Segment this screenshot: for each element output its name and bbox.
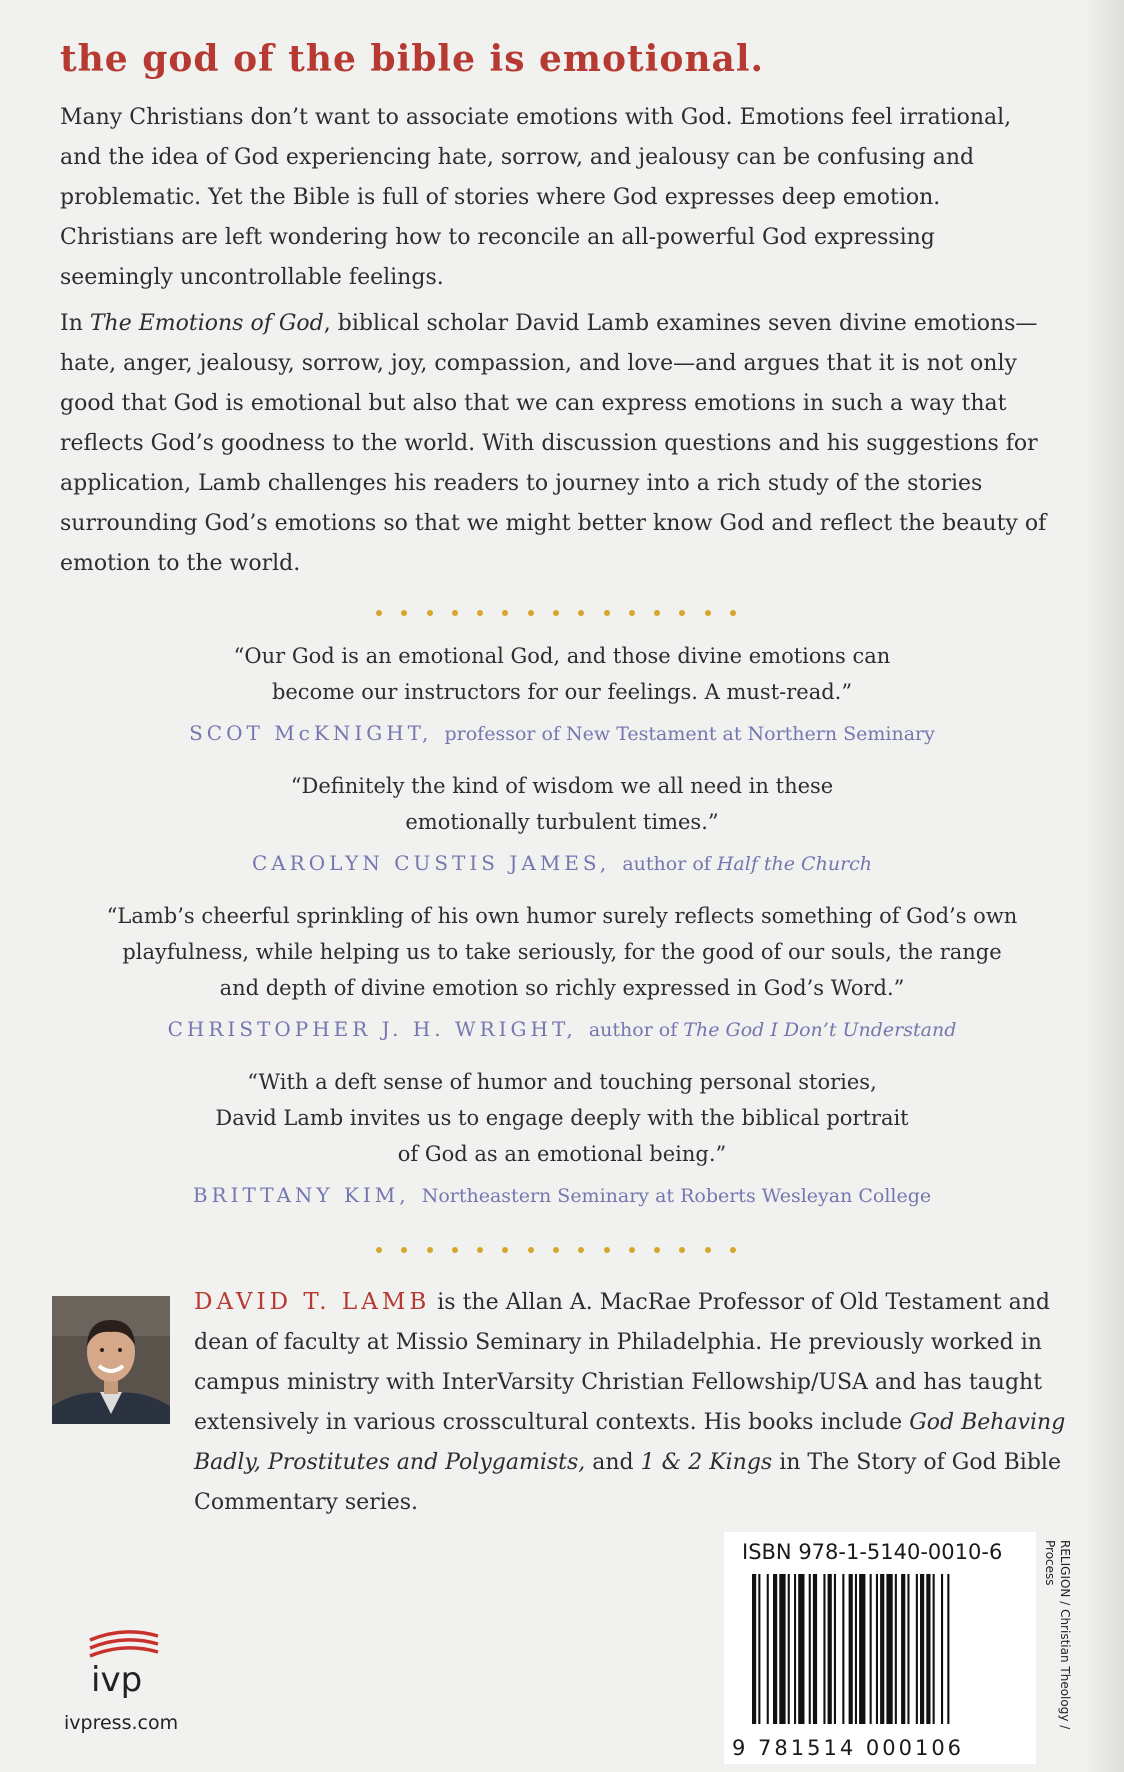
- endorsement-quote-line: playfulness, while helping us to take seriously, for the good of our souls, the range: [122, 940, 1002, 964]
- endorsement-attribution: [60, 718, 1064, 749]
- endorsement: [60, 1064, 1064, 1211]
- endorsement-quote-line: of God as an emotional being.”: [397, 1142, 727, 1166]
- endorsement-quote-line: and depth of divine emotion so richly expressed in God’s Word.”: [219, 976, 905, 1000]
- endorser-name: CHRISTOPHER J. H. WRIGHT,: [167, 1017, 577, 1041]
- category-label: [1040, 1540, 1080, 1750]
- endorser-book: Half the Church: [716, 853, 873, 875]
- endorser-role: Northeastern Seminary at Roberts Wesleyan College: [421, 1185, 932, 1207]
- blurb-paragraph-1: [60, 98, 1050, 298]
- endorser-role: professor of New Testament at Northern Seminary: [444, 723, 935, 745]
- endorsement-quote-line: emotionally turbulent times.”: [405, 810, 719, 834]
- endorser-name: CAROLYN CUSTIS JAMES,: [251, 851, 611, 875]
- dot-divider-top: [376, 610, 736, 616]
- endorsement-quote-line: “Our God is an emotional God, and those divine emotions can: [233, 644, 891, 668]
- endorsement-quote-line: David Lamb invites us to engage deeply with the biblical portrait: [215, 1106, 909, 1130]
- endorser-book: The God I Don’t Understand: [683, 1019, 957, 1041]
- endorsement-quote-line: “With a deft sense of humor and touching personal stories,: [247, 1070, 877, 1094]
- bio-text-1: is the Allan A. MacRae Professor of Old Testament and dean of faculty at Missio Seminary in Philadelphia. He previously worked in campus ministry with InterVarsity Christian Fellowship/USA and has taught extensively in various crosscultural contexts. His books include: [194, 1290, 1050, 1435]
- barcode-icon: [752, 1574, 1008, 1730]
- book-title: The Emotions of God: [89, 311, 324, 336]
- bio-text-2: and: [585, 1450, 641, 1475]
- blurb-prefix: In: [60, 311, 90, 336]
- dot-divider-bottom: [376, 1247, 736, 1253]
- bio-kings: 1 & 2 Kings: [640, 1450, 773, 1475]
- author-portrait-icon: [52, 1296, 170, 1424]
- blurb-text-1: Many Christians don’t want to associate emotions with God. Emotions feel irrational, and the idea of God experiencing hate, sorrow, and jealousy can be confusing and problematic. Yet the Bible is full of stories where God expresses deep emotion. Christians are left wondering how to reconcile an all-powerful God expressing seemingly uncontrollable feelings.: [60, 105, 1012, 290]
- endorsement-attribution: [60, 1180, 1064, 1211]
- endorsement: [60, 898, 1064, 1045]
- bio-text-3: in The Story of God Bible Commentary series.: [194, 1450, 1061, 1515]
- author-photo: [52, 1296, 170, 1424]
- barcode-number: 9 781514 000106: [732, 1736, 965, 1760]
- author-bio: [194, 1282, 1074, 1523]
- category-text: RELIGION / Christian Theology / Process: [1043, 1540, 1072, 1730]
- blurb-text-2: [60, 304, 1050, 584]
- endorsement-attribution: [60, 1014, 1064, 1045]
- endorser-role: author of: [588, 1019, 684, 1041]
- spine-shadow: [1084, 0, 1124, 1772]
- ivp-logo-text: ivp: [91, 1660, 143, 1700]
- endorsement: [60, 638, 1064, 749]
- endorsement-quote-line: “Lamb’s cheerful sprinkling of his own humor surely reflects something of God’s own: [106, 904, 1018, 928]
- blurb-paragraph-2: [60, 304, 1050, 584]
- endorser-name: SCOT McKNIGHT,: [189, 721, 433, 745]
- author-name: DAVID T. LAMB: [194, 1289, 431, 1315]
- endorsement-quote-line: become our instructors for our feelings. A must-read.”: [271, 680, 853, 704]
- isbn-label: ISBN 978-1-5140-0010-6: [742, 1540, 1003, 1564]
- endorser-name: BRITTANY KIM,: [192, 1183, 410, 1207]
- endorsement-quote-line: “Definitely the kind of wisdom we all need in these: [290, 774, 834, 798]
- blurb-rest: , biblical scholar David Lamb examines seven divine emotions—hate, anger, jealousy, sorrow, joy, compassion, and love—and argues that it is not only good that God is emotional but also that we can express emotions in such a way that reflects God’s goodness to the world. With discussion questions and his suggestions for application, Lamb challenges his readers to journey into a rich study of the stories surrounding God’s emotions so that we might better know God and reflect the beauty of emotion to the world.: [60, 311, 1047, 576]
- endorser-role: author of: [622, 853, 717, 875]
- publisher-website: ivpress.com: [64, 1712, 179, 1734]
- bio-books: God Behaving Badly, Prostitutes and Polygamists,: [194, 1410, 1066, 1475]
- headline: the god of the bible is emotional.: [60, 38, 765, 80]
- endorsement: [60, 768, 1064, 879]
- endorsement-attribution: [60, 848, 1064, 879]
